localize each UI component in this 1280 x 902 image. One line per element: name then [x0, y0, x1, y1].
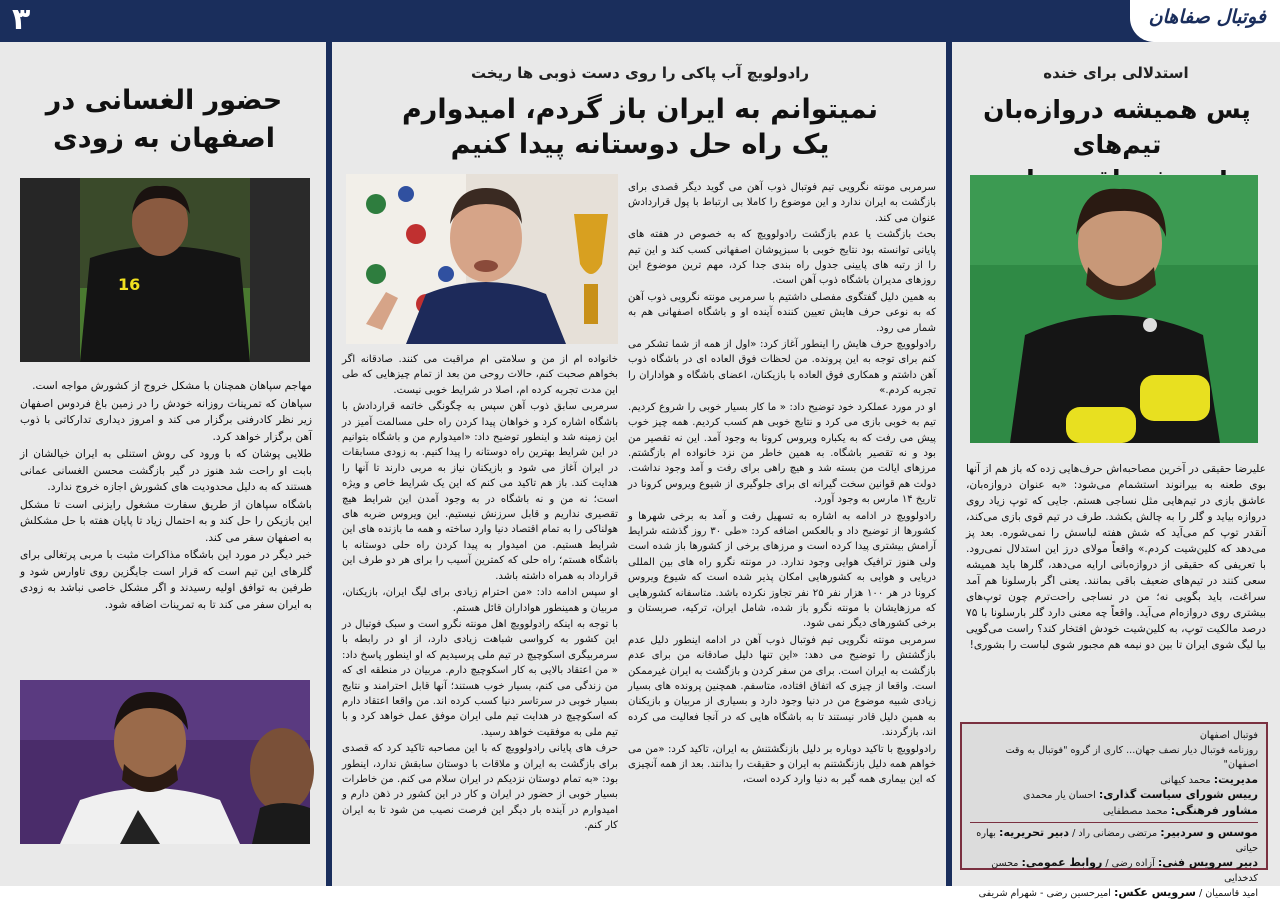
- section-logo: [1130, 0, 1280, 42]
- editor-label: دبیر تحریریه:: [999, 826, 1070, 839]
- middle-paragraph: سرمربی مونته نگرویی تیم فوتبال ذوب آهن در ادامه اینطور دلیل عدم بازگشتش را توضیح می دهد: «این تنها دلیل صادقانه من برای عدم بازگشت به ایران است. برای من سفر کردن و بازگشت به ایران غیرممکن است. واقعا از چیزی که اتفاق افتاده، متاسفم. همچنین پرونده های بسیار زیادی شبیه موضوع من در دنیا وجود دارد و بسیاری از مربیان و بازیکنان به همین دلیل قادر نیستند تا به باشگاه هایی که در آنجا فعالیت می کرده اند، بازگردند.: [628, 634, 936, 739]
- left-headline-line2: اصفهان به زودی: [52, 123, 276, 154]
- masthead-line: فوتبال اصفهان: [1199, 730, 1258, 741]
- page-header-bar: [0, 0, 1280, 42]
- column-divider: [946, 42, 952, 886]
- photo-label: سرویس عکس:: [1114, 886, 1196, 899]
- right-paragraph: علیرضا حقیقی در آخرین مصاحبه‌اش حرف‌هایی زده که باز هم از آنها بوی طعنه به بیرانوند استشمام می‌شود: «به عنوان دروازه‌بان، عاشق بازی در تیم‌هایی مثل نساجی هستم. جایی که توپ زیاد روی دروازه بیاید و گلر را به چالش بکشد. طرف در تیم قوی بازی می‌کند، آنقدر توپ کم می‌آید که شش هفته لباسش را نمی‌شوره. بعد پز می‌دهد که کلین‌شیت کردم.» واقعاً مولای درز این استدلال نمی‌رود. با تعریفی که حقیقی از دروازه‌بانی ارایه می‌دهد، گلرها باید همیشه سعی کنند در تیم‌های ضعیف باقی بمانند. یعنی اگر بارسلونا هم آمد سراغت، باید بگویی نه؛ من در نساجی راحت‌ترم چون توپ‌های بیشتری روی دروازه‌ام می‌آید. واقعاً چه معنی دارد گلر بارسلونا با ۷۵ درصد مالکیت توپ، به کلین‌شیت خودش افتخار کند؟ راست می‌گویی بیا لیگ شوی ایران تا بین دو نیمه هم مجبور شوی لباست را بشوری!: [966, 463, 1266, 651]
- extra-name: امید قاسمیان: [1205, 888, 1258, 899]
- founder-name: مرتضی رمضانی راد: [1078, 828, 1158, 839]
- coach-photo: [346, 174, 618, 344]
- middle-article-body-left: [342, 352, 618, 856]
- founder-label: موسس و سردبیر:: [1160, 826, 1258, 839]
- left-paragraph: سپاهان که تمرینات روزانه خودش را در زمین باغ فردوس اصفهان زیر نظر کادرفنی برگزار می کند و امروز دیداری تدارکاتی با ذوب آهن برگزار خواهد کرد.: [20, 397, 312, 443]
- manager-label: مدیریت:: [1213, 772, 1258, 786]
- left-paragraph: باشگاه سپاهان از طریق سفارت مشغول رایزنی است تا مشکل این بازیکن را حل کند و به احتمال زیاد تا پایان هفته با حل مشکلش به اصفهان سفر می کند.: [20, 498, 312, 544]
- middle-paragraph: او در مورد عملکرد خود توضیح داد: « ما کار بسیار خوبی را شروع کردیم. تیم به خوبی بازی می کرد و نتایج خوبی هم کسب کردیم. همه چیز خوب پیش می رفت که به یکباره ویروس کرونا به وجود آمد. این نه تقصیر من بود و نه تقصیر باشگاه. به همین خاطر من نزد خانواده ام بازگشتم. مرزهای ایالت من بسته شد و هیچ راهی برای رفت و آمد وجود نداشت. دولت هم قوانین سخت گیرانه ای برای جلوگیری از شیوع ویروس کرونا در تاریخ ۱۴ مارس به وجود آورد.: [628, 401, 936, 506]
- middle-paragraph: خانواده ام از من و سلامتی ام مراقبت می کنند. صادقانه اگر بخواهم صحبت کنم، حالات روحی من بعد از تمام چیزهایی که طی این مدت تجربه کرده ام، اصلا در شرایط خوبی نیست.: [342, 354, 618, 396]
- column-divider: [326, 42, 332, 886]
- tech-label: دبیر سرویس فنی:: [1157, 856, 1258, 869]
- middle-paragraph: سرمربی سابق ذوب آهن سپس به چگونگی خاتمه قراردادش با باشگاه اشاره کرد و خواهان پیدا کردن راه حلی مسالمت آمیز در این زمینه شد و اینطور توضیح داد: «امیدوارم من و باشگاه بتوانیم در این شرایط بهترین راه دوستانه را پیدا کنیم. به زودی مسابقات در ایران آغاز می شود و بازیکنان نیاز به مربی دارند تا آنها را هدایت کند. باز هم تاکید می کنم که این یک شرایط خاص و ویژه است؛ نه من و نه باشگاه در به وجود آمدن این شرایط هیچ تقصیری نداریم و قابل سرزنش نیستیم. این ویروس ضربه های هولناکی را به تمام اقتصاد دنیا وارد ساخته و همه ما بازنده های این شرایط هستیم. من امیدوار به پیدا کردن راه حلی دوستانه با باشگاه هستم؛ راه حلی که کمترین آسیب را برای هر دو طرف این قرارداد به همراه داشته باشد.: [342, 401, 618, 582]
- middle-paragraph: حرف های پایانی رادولوویچ که با این مصاحبه تاکید کرد که قصدی برای بازگشت به ایران و ملاقات با دوستان سابقش ندارد، اینطور بود: «به تمام دوستان نزدیکم در ایران سلام می کنم. من خاطرات بسیار خوبی از حضور در ایران و کار در این کشور در ذهن دارم و امیدوارم در آینده بار دیگر این فرصت نصیب من شود تا به ایران کار کنم.: [342, 743, 618, 832]
- middle-paragraph: سرمربی مونته نگرویی تیم فوتبال ذوب آهن می گوید دیگر قصدی برای بازگشت به ایران ندارد و این موضوع را کاملا بی ارتباط با پول قراردادش عنوان می کند.: [628, 182, 936, 224]
- middle-headline-line1: نمیتوانم به ایران باز گردم، امیدوارم: [402, 94, 878, 125]
- middle-paragraph: رادولوویچ با تاکید دوباره بر دلیل بازنگشتنش به ایران، تاکید کرد: «من می خواهم همه دلیل بازنگشتنم به ایران و حقیقت را بدانند. بعد از همه آنچیزی که این بیماری همه گیر به دنیا وارد کرده است،: [628, 743, 936, 786]
- middle-article-body-right: [628, 180, 936, 856]
- left-article-body: [20, 378, 312, 668]
- middle-paragraph: بحث بازگشت یا عدم بازگشت رادولوویچ که به خصوص در هفته های پایانی توانسته بود نتایج خوبی با سبزپوشان اصفهانی کسب کند و این تیم را از رتبه های پایینی جدول راه بندی جدا کرد، مهم ترین موضوع این روزهای مدیران باشگاه ذوب آهن است.: [628, 229, 936, 287]
- pr-label: روابط عمومی:: [1021, 856, 1103, 869]
- pr-name: محسن کدخدایی: [991, 858, 1258, 884]
- middle-paragraph: به همین دلیل گفتگوی مفصلی داشتیم با سرمربی مونته نگرویی ذوب آهن که به نوعی حرف هایش تعیین کننده آینده او و باشگاه اصفهانی هم به شمار می رود.: [628, 291, 936, 334]
- policy-label: رییس شورای سیاست گذاری:: [1098, 788, 1258, 801]
- middle-headline: [340, 92, 940, 162]
- left-paragraph: طلایی پوشان که با ورود کی روش استنلی به ایران خیالشان از بابت او راحت شد هنوز در گیر بازگشت محسن الغسانی عمانی هستند که به دلیل محدودیت های کشورش اجازه خروج ندارد.: [20, 448, 312, 493]
- training-photo: [20, 178, 310, 362]
- right-kicker: استدلالی برای خنده: [1043, 64, 1189, 82]
- masthead-line: روزنامه فوتبال دیار نصف جهان... کاری از گروه "فوتبال به وقت اصفهان": [1005, 744, 1258, 770]
- middle-paragraph: رادولوویچ حرف هایش را اینطور آغاز کرد: «اول از همه از شما تشکر می کنم برای توجه به این پرونده. من لحظات فوق العاده ای در باشگاه ذوب آهن داشتم و همکاری فوق العاده با بازیکنان، اعضای باشگاه و هواداران را تجربه کردم.»: [628, 339, 936, 397]
- middle-headline-line2: یک راه حل دوستانه پیدا کنیم: [450, 129, 830, 160]
- culture-name: محمد مصطفایی: [1102, 805, 1168, 817]
- players-photo: [20, 680, 310, 844]
- manager-name: محمد کیهانی: [1160, 774, 1211, 786]
- tech-name: آزاده رضی: [1111, 858, 1155, 869]
- masthead-box: فوتبال اصفهان روزنامه فوتبال دیار نصف جهان... کاری از گروه "فوتبال به وقت اصفهان" مدیریت: محمد کیهانی رییس شورای سیاست گذاری: احسان یار محمدی مشاور فرهنگی: محمد مصطفایی موسس و سردبیر: مرتضی رمضانی راد / دبیر تحریریه: بهاره حیاتی دبیر سرویس فنی: آزاده رضی / روابط عمومی: محسن کدخدایی امید قاسمیان / سرویس عکس: امیرحسین رضی - شهرام شریفی: [960, 722, 1268, 870]
- right-headline-line1: پس همیشه دروازه‌بان تیم‌های: [983, 95, 1251, 159]
- culture-label: مشاور فرهنگی:: [1170, 803, 1258, 817]
- editor-name: بهاره حیاتی: [976, 828, 1258, 854]
- middle-paragraph: رادولوویچ در ادامه به اشاره به تسهیل رفت و آمد به برخی شهرها و کشورها از توضیح داد و بالعکس اضافه کرد: «طی ۳۰ روز گذشته شرایط آرامش بیشتری پیدا کرده است و مرزهای برخی از کشورها باز شده است ولی هنوز ترافیک هوایی وجود ندارد. در مونته نگرو راه های بین المللی دریایی و هوایی به کشورهایی امکان پذیر شده است که شیوع ویروس کرونا در هر ۱۰۰ هزار نفر ۲۵ نفر تجاوز نکرده باشد. متاسفانه کشورهایی که مرزهایشان با مونته نگرو باز شده، شامل ایران، ترکیه، صربستان و برخی کشورهای دیگر نمی شود.: [628, 510, 936, 630]
- section-logo-text: فوتبال صفاهان: [1148, 6, 1266, 28]
- photo-name: امیرحسین رضی - شهرام شریفی: [978, 888, 1111, 899]
- middle-paragraph: با توجه به اینکه رادولوویچ اهل مونته نگرو است و سبک فوتبال در این کشور به کرواسی شباهت زیادی دارد، از او در رابطه با سرمربیگری اسکوچیچ در تیم ملی پرسیدیم که او اینطور پاسخ داد: « من اعتقاد بالایی به کار اسکوچیچ دارم. مربیان در منطقه ای که من زندگی می کنم، بسیار خوب هستند؛ آنها قابل احترامند و نتایج بسیار خوبی در سرتاسر دنیا کسب کرده اند. من واقعا اعتقاد دارم که اسکوچیچ در هدایت تیم ملی ایران موفق عمل خواهد کرد و با تیم ملی به موفقیت خواهد رسید.: [342, 618, 618, 738]
- middle-paragraph: او سپس ادامه داد: «من احترام زیادی برای لیگ ایران، بازیکنان، مربیان و همینطور هواداران قائل هستم.: [342, 587, 618, 614]
- middle-kicker: رادولویچ آب پاکی را روی دست ذوبی ها ریخت: [470, 64, 810, 82]
- right-article-body: [966, 461, 1266, 717]
- left-headline-line1: حضور الغسانی در: [45, 85, 283, 116]
- goalkeeper-photo: [970, 175, 1258, 443]
- left-paragraph: مهاجم سپاهان همچنان با مشکل خروج از کشورش مواجه است.: [32, 380, 312, 392]
- policy-name: احسان یار محمدی: [1022, 790, 1096, 801]
- page-number: ۳: [12, 2, 31, 37]
- left-headline: [14, 82, 314, 158]
- svg-text:16: 16: [118, 275, 141, 294]
- left-paragraph: خبر دیگر در مورد این باشگاه مذاکرات مثبت با مربی پرتغالی برای گلرهای این تیم است که قرار است جایگزین روی تاوارس شود و طرفین به توافق اولیه رسیدند و اگر مشکل خاصی نباشد به زودی به ایران سفر می کند تا به تمرینات اضافه شود.: [20, 549, 312, 611]
- masthead-divider: [970, 822, 1258, 823]
